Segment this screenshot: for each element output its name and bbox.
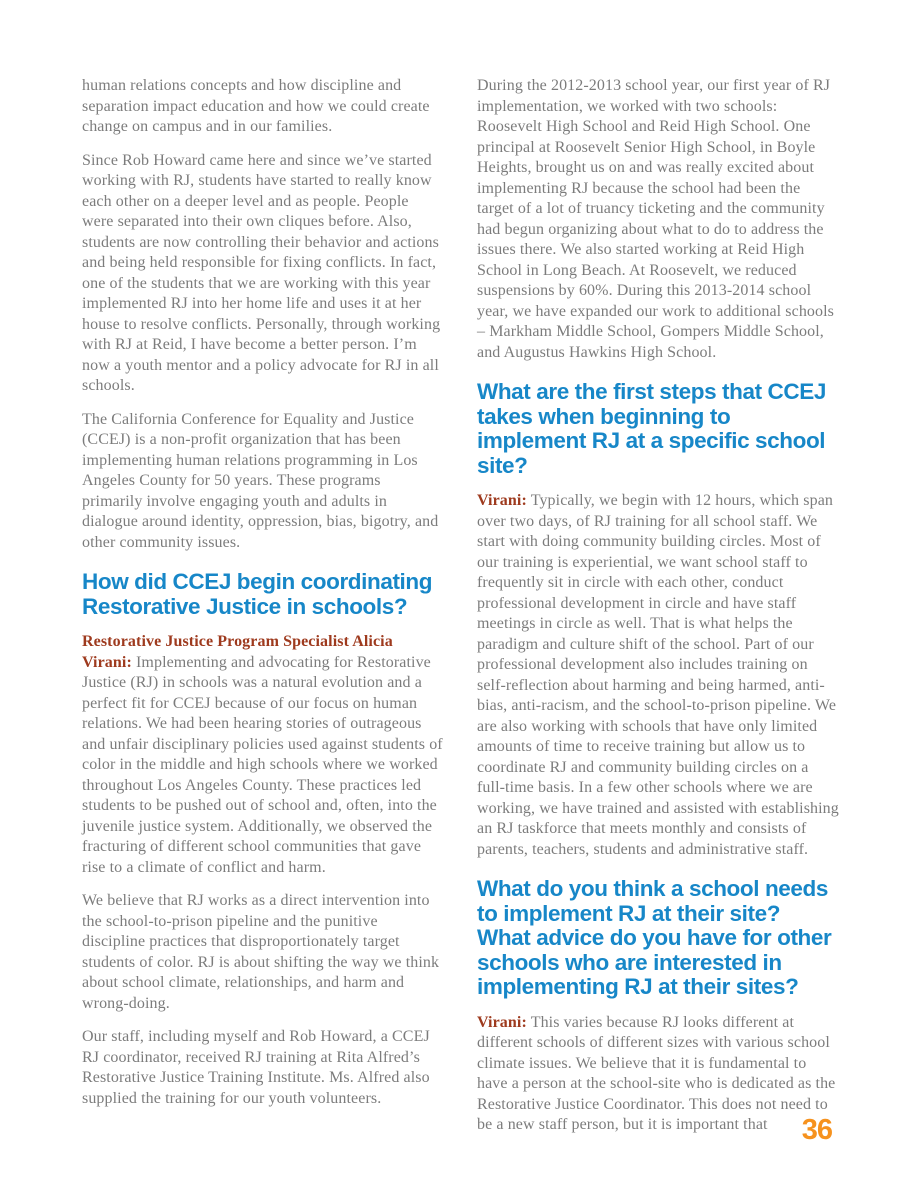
body-paragraph: Restorative Justice Program Specialist Alicia Virani: Implementing and advocating for Restorative Justice (RJ) in schools was a natural evolution and a perfect fit for CCEJ because of our focus on human relations. We had been hearing stories of outrageous and unfair disciplinary policies used against students of color in the middle and high schools where we worked throughout Los Angeles County. These practices led students to be pushed out of school and, often, into the juvenile justice system. Additionally, we observed the fracturing of different school communities that gave rise to a climate of conflict and harm. — [82, 633, 443, 876]
speaker-label: Restorative Justice Program Specialist Alicia Virani: — [82, 633, 393, 671]
speaker-label: Virani: — [477, 492, 527, 510]
right-column — [477, 76, 839, 1149]
body-paragraph: We believe that RJ works as a direct intervention into the school-to-prison pipeline and the punitive discipline practices that disproportionately target students of color. RJ is about shifting the way we think about school climate, relationships, and harm and wrong-doing. — [82, 892, 440, 1012]
page-number: 36 — [801, 1114, 832, 1146]
speaker-label: Virani: — [477, 1013, 527, 1031]
body-paragraph: Our staff, including myself and Rob Howard, a CCEJ RJ coordinator, received RJ training at Rita Alfred’s Restorative Justice Training Institute. Ms. Alfred also supplied the training for our youth volunteers. — [82, 1028, 430, 1107]
body-paragraph: human relations concepts and how discipline and separation impact education and how we could create change on campus and in our families. — [82, 77, 430, 135]
body-paragraph: Virani: Typically, we begin with 12 hours, which span over two days, of RJ training for all school staff. We start with doing community building circles. Most of our training is experiential, we want school staff to frequently sit in circle with each other, conduct professional development in circle and have staff meetings in circle as well. That is what helps the paradigm and culture shift of the school. Part of our professional development also includes training on self-reflection about harming and being harmed, anti-bias, anti-racism, and the school-to-prison pipeline. We are also working with schools that have only limited amounts of time to receive training but allow us to coordinate RJ and community building circles on a full-time basis. In a few other schools where we are working, we have trained and assisted with establishing an RJ taskforce that meets monthly and consists of parents, teachers, students and administrative staff. — [477, 492, 839, 858]
two-column-layout — [82, 76, 839, 1149]
body-paragraph: During the 2012-2013 school year, our first year of RJ implementation, we worked with two schools: Roosevelt High School and Reid High School. One principal at Roosevelt Senior High School, in Boyle Heights, brought us on and was really excited about implementing RJ because the school had been the target of a lot of truancy ticketing and the community had begun organizing about what to do to address the issues there. We also started working at Reid High School in Long Beach. At Roosevelt, we reduced suspensions by 60%. During this 2013-2014 school year, we have expanded our work to additional schools – Markham Middle School, Gompers Middle School, and Augustus Hawkins High School. — [477, 77, 834, 361]
left-column — [82, 76, 444, 1149]
section-heading: What do you think a school needs to implement RJ at their site? What advice do you have for other schools who are interested in implementing RJ at their sites? — [477, 876, 832, 1000]
body-paragraph: Since Rob Howard came here and since we’ve started working with RJ, students have started to really know each other on a deeper level and as people. People were separated into their own cliques before. Also, students are now controlling their behavior and actions and being held responsible for fixing conflicts. In fact, one of the students that we are working with this year implemented RJ into her home life and uses it at her house to resolve conflicts. Personally, through working with RJ at Reid, I have become a better person. I’m now a youth mentor and a policy advocate for RJ in all schools. — [82, 151, 441, 394]
body-paragraph: The California Conference for Equality and Justice (CCEJ) is a non-profit organization that has been implementing human relations programming in Los Angeles County for 50 years. These programs primarily involve engaging youth and adults in dialogue around identity, oppression, bias, bigotry, and other community issues. — [82, 410, 439, 551]
body-paragraph: Virani: This varies because RJ looks different at different schools of different sizes with various school climate issues. We believe that it is fundamental to have a person at the school-site who is dedicated as the Restorative Justice Coordinator. This does not need to be a new staff person, but it is important that — [477, 1013, 836, 1134]
section-heading: How did CCEJ begin coordinating Restorative Justice in schools? — [82, 569, 433, 619]
section-heading: What are the first steps that CCEJ takes when beginning to implement RJ at a specific school site? — [477, 379, 826, 478]
